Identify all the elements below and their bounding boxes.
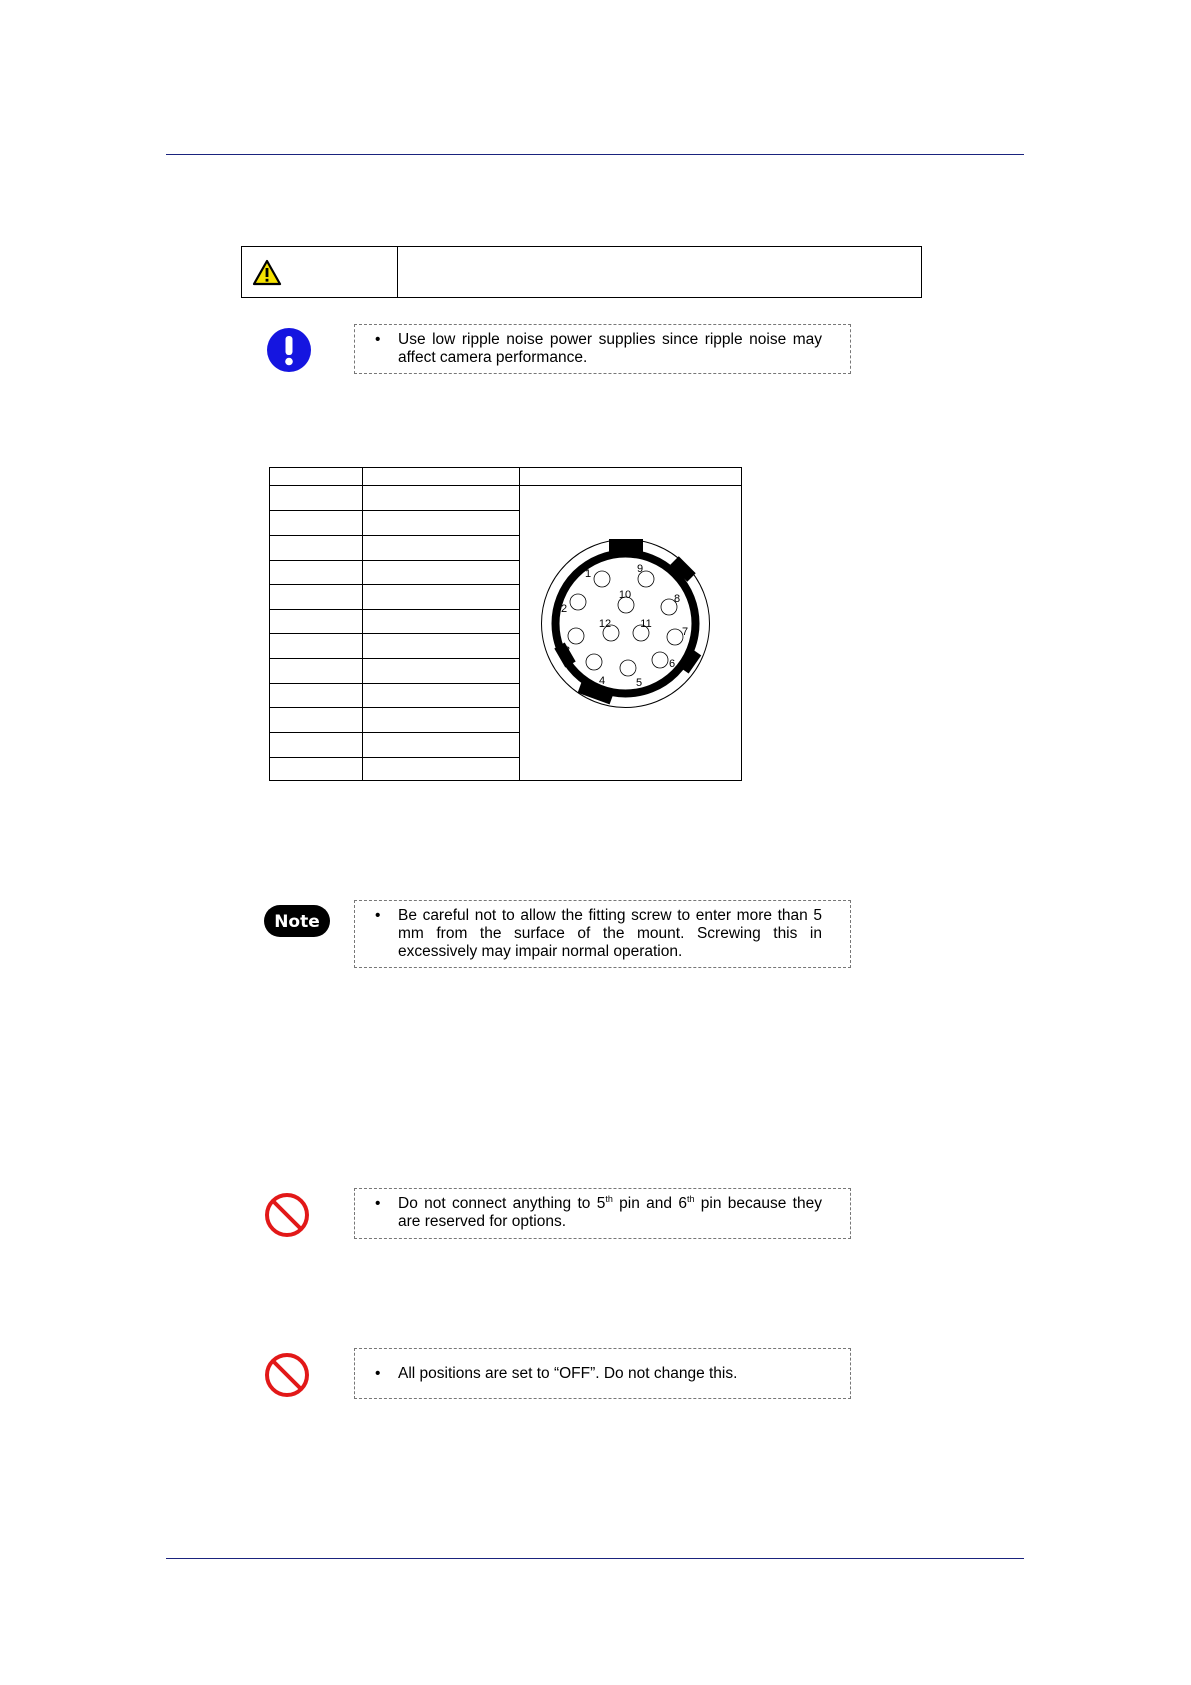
connector-pin (667, 629, 683, 645)
ordinal-suffix: th (605, 1193, 613, 1204)
table-row-divider (270, 560, 520, 561)
note-text (398, 1195, 822, 1231)
note-power-supply (354, 324, 851, 374)
footer-rule (166, 1558, 1024, 1559)
bullet: • (375, 331, 381, 348)
text-part: pin because they are reserved for options. (398, 1195, 822, 1230)
connector-pin-label: 2 (560, 603, 568, 615)
bullet: • (375, 1195, 381, 1212)
connector-pin-label: 1 (584, 568, 592, 580)
note-dip-switch (354, 1348, 851, 1399)
prohibition-icon (264, 1192, 310, 1238)
table-column-divider (519, 468, 520, 780)
table-row-divider (270, 633, 520, 634)
bullet: • (375, 907, 381, 924)
connector-pin (568, 628, 584, 644)
prohibition-icon (264, 1352, 310, 1398)
ordinal-suffix: th (686, 1193, 695, 1204)
connector-keys (554, 539, 701, 704)
table-row-divider (270, 609, 520, 610)
connector-pin-label: 5 (635, 677, 643, 689)
note-text: All positions are set to “OFF”. Do not change this. (398, 1365, 738, 1382)
connector-pin (620, 660, 636, 676)
connector-pin (652, 652, 668, 668)
connector-pin-label: 6 (668, 658, 676, 670)
connector-pin (586, 654, 602, 670)
table-row-divider (270, 584, 520, 585)
note-badge-icon (263, 904, 331, 938)
connector-pin-label: 12 (598, 618, 612, 630)
caution-header-box (241, 246, 922, 298)
connector-pin-label: 4 (598, 675, 606, 687)
table-row-divider (270, 658, 520, 659)
table-column-divider (362, 468, 363, 780)
warning-triangle-icon (252, 259, 282, 286)
table-row-divider (270, 757, 520, 758)
exclamation-icon (266, 327, 312, 373)
text-part: Do not connect anything to 5 (398, 1195, 606, 1212)
note-reserved-pins (354, 1188, 851, 1239)
connector-pin-label: 11 (640, 618, 652, 630)
connector-pin-label: 3 (563, 645, 571, 657)
connector-pin-label: 10 (618, 589, 632, 601)
connector-pins (561, 563, 688, 689)
connector-pin-label: 7 (681, 626, 689, 638)
note-text: Use low ripple noise power supplies since ripple noise may affect camera performance. (398, 331, 822, 366)
note-badge-label: Note (274, 912, 320, 932)
connector-pin (570, 594, 586, 610)
table-row-divider (270, 683, 520, 684)
table-header-divider (270, 485, 741, 486)
connector-pin-label: 8 (673, 593, 681, 605)
bullet: • (375, 1365, 381, 1382)
note-text: Be careful not to allow the fitting screw to enter more than 5 mm from the surface of the mount. Screwing this in excessively may impair normal operation. (398, 907, 822, 960)
connector-pin-label: 9 (636, 563, 644, 575)
text-part: pin and 6 (612, 1195, 687, 1212)
header-rule (166, 154, 1024, 155)
connector-key (609, 539, 643, 553)
connector-pin (594, 571, 610, 587)
table-row-divider (270, 535, 520, 536)
connector-pin-diagram (539, 537, 712, 710)
table-row-divider (270, 510, 520, 511)
table-row-divider (270, 707, 520, 708)
caution-box-divider (397, 247, 398, 297)
table-row-divider (270, 732, 520, 733)
note-fitting-screw (354, 900, 851, 968)
